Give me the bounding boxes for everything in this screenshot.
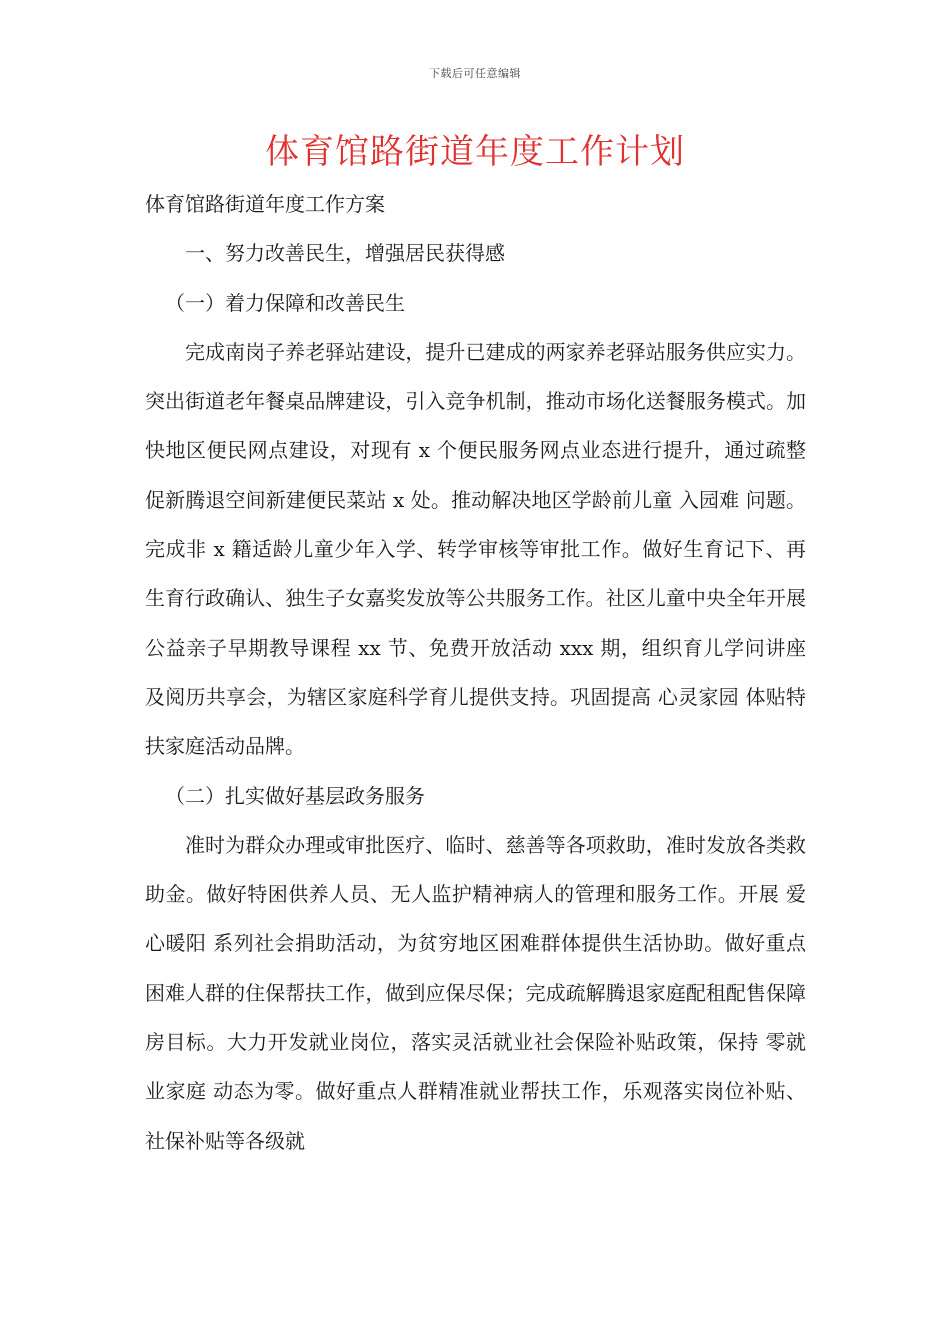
document-body <box>145 180 806 1166</box>
subsection-heading-1: （一）着力保障和改善民生 <box>165 290 405 315</box>
section-heading-1: 一、努力改善民生，增强居民获得感 <box>185 241 505 266</box>
paragraph-2: 准时为群众办理或审批医疗、临时、慈善等各项救助，准时发放各类救助金。做好特困供养人员、无人监护精神病人的管理和服务工作。开展 爱心暖阳 系列社会捐助活动，为贫穷地区困难群体提供生活协助。做好重点困难人群的住保帮扶工作，做到应保尽保；完成疏解腾退家庭配租配售保障房目标。大力开发就业岗位，落实灵活就业社会保险补贴政策，保持 零就业家庭 动态为零。做好重点人群精准就业帮扶工作，乐观落实岗位补贴、社保补贴等各级就 <box>145 832 806 1153</box>
header-note: 下载后可任意编辑 <box>429 67 521 80</box>
subsection-heading-2: （二）扎实做好基层政务服务 <box>165 783 425 808</box>
document-subtitle: 体育馆路街道年度工作方案 <box>145 192 385 216</box>
page-title: 体育馆路街道年度工作计划 <box>265 132 685 172</box>
paragraph-1: 完成南岗子养老驿站建设，提升已建成的两家养老驿站服务供应实力。突出街道老年餐桌品牌建设，引入竞争机制，推动市场化送餐服务模式。加快地区便民网点建设，对现有 x 个便民服务网点业态进行提升，通过疏整促新腾退空间新建便民菜站 x 处。推动解决地区学龄前儿童 入园难 问题。完成非 x 籍适龄儿童少年入学、转学审核等审批工作。做好生育记下、再生育行政确认、独生子女嘉奖发放等公共服务工作。社区儿童中央全年开展公益亲子早期教导课程 xx 节、免费开放活动 xxx 期，组织育儿学问讲座及阅历共享会，为辖区家庭科学育儿提供支持。巩固提高 心灵家园 体贴特扶家庭活动品牌。 <box>145 339 806 759</box>
